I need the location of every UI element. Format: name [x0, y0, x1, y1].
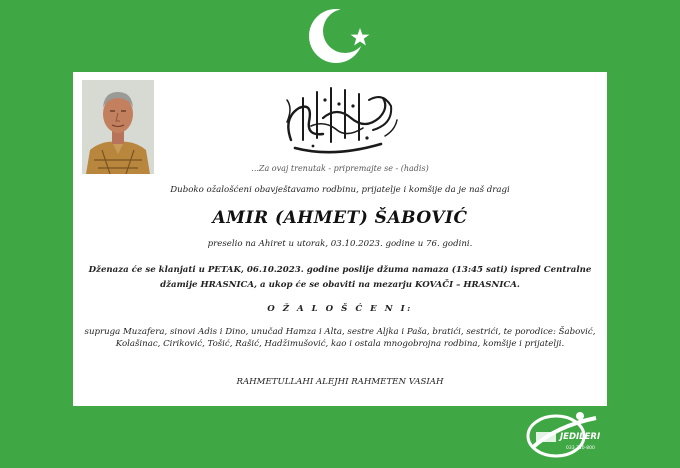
footer-phone: 033 710-800: [566, 446, 595, 451]
funeral-line-2: džamije HRASNICA, a ukop će se obaviti na mezarju KOVAČI – HRASNICA.: [160, 280, 520, 290]
mourners-heading: O Ž A L O Š Ć E N I:: [267, 304, 413, 314]
hadith-quote: ...Za ovaj trenutak - pripremajte se - (hadis): [251, 164, 429, 173]
crescent-and-star-icon: [308, 6, 378, 66]
funeral-line-1: Dženaza će se klanjati u PETAK, 06.10.2023. godine poslije džuma namaza (13:45 sati) ispred Centralne: [88, 265, 592, 275]
arabic-calligraphy-icon: [273, 78, 403, 160]
closing-prayer: RAHMETULLAHI ALEJHI RAHMETEN VASIAH: [236, 377, 444, 387]
family-list: supruga Muzafera, sinovi Adis i Dino, unučad Hamza i Alta, sestre Aljka i Paša, bratići, sestrići, te porodice: Šabović, Kolašinac, Ciriković, Tošić, Rašić, Hadžimušović, kao i ostala mnogobrojna rodbina, komšije i prijatelji.: [84, 327, 596, 349]
funeral-details: [73, 263, 607, 293]
footer-brand: JEDILERI: [560, 432, 601, 442]
portrait-photo: [82, 80, 154, 174]
intro-text: Duboko ožalošćeni obavještavamo rodbinu, prijatelje i komšije da je naš dragi: [170, 185, 510, 195]
deceased-name: AMIR (AHMET) ŠABOVIĆ: [212, 208, 468, 228]
obituary-card: [73, 72, 607, 406]
death-notice: preselio na Ahiret u utorak, 03.10.2023. godine u 76. godini.: [207, 239, 473, 249]
